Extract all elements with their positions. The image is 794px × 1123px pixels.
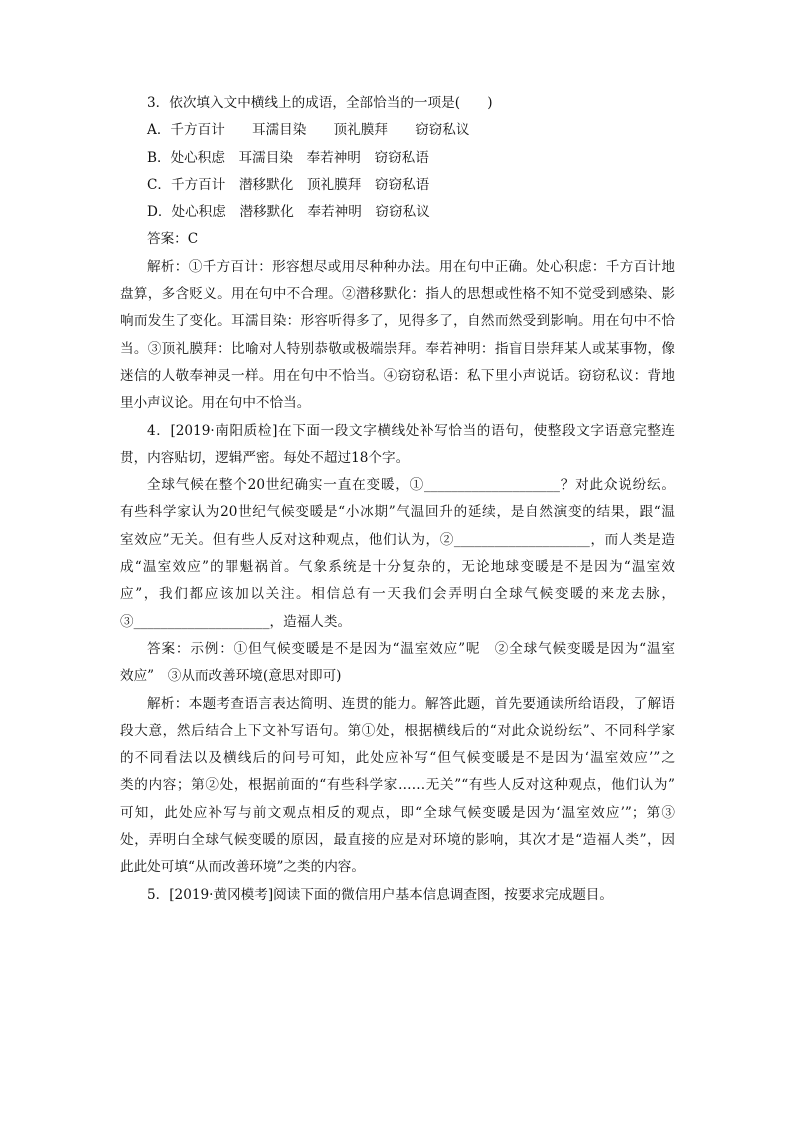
q3-analysis-line: 里小声议论。用在句中不恰当。 <box>120 395 311 412</box>
q4-analysis-line: 可知，此处应补写与前文观点相反的观点，即“全球气候变暖是因为‘温室效应’”；第③ <box>120 804 675 821</box>
q4-analysis-line: 处，弄明白全球气候变暖的原因，最直接的应是对环境的影响，其次才是“造福人类”，因 <box>120 832 675 849</box>
q4-stem-line: 4．[2019·南阳质检]在下面一段文字横线处补写恰当的语句，使整段文字语意完整连 <box>147 422 675 439</box>
q4-analysis-line: 段大意，然后结合上下文补写语句。第①处，根据横线后的“对此众说纷纭”、不同科学家 <box>120 722 675 739</box>
q3-option-a: A．千方百计 耳濡目染 顶礼膜拜 窃窃私议 <box>147 122 470 139</box>
q4-analysis-line: 此此处可填“从而改善环境”之类的内容。 <box>120 859 365 876</box>
q4-passage-line: 有些科学家认为20世纪气候变暖是“小冰期”气温回升的延续，是自然演变的结果，跟“温 <box>120 504 675 521</box>
q3-analysis-line: 解析：①千方百计：形容想尽或用尽种种办法。用在句中正确。处心积虑：千方百计地 <box>147 258 675 275</box>
q4-passage-line: 全球气候在整个20世纪确实一直在变暖，①____________________？对此众说纷纭。 <box>147 477 675 494</box>
q3-stem: 3．依次填入文中横线上的成语，全部恰当的一项是( ) <box>147 95 493 111</box>
q3-analysis-line: 迷信的人敬奉神灵一样。用在句中不恰当。④窃窃私语：私下里小声说话。窃窃私议：背地 <box>120 367 675 384</box>
q3-analysis-line: 当。③顶礼膜拜：比喻对人特别恭敬或极端崇拜。奉若神明：指盲目崇拜某人或某事物，像 <box>120 340 675 357</box>
q4-analysis-line: 的不同看法以及横线后的问号可知，此处应补写“但气候变暖是不是因为‘温室效应’”之 <box>120 750 675 767</box>
q3-analysis-line: 盘算，多含贬义。用在句中不合理。②潜移默化：指人的思想或性格不知不觉受到感染、影 <box>120 286 675 303</box>
q4-passage-line: 室效应”无关。但有些人反对这种观点，他们认为，②____________________，而人类是造 <box>120 531 675 548</box>
q3-option-c: C．千方百计 潜移默化 顶礼膜拜 窃窃私语 <box>147 176 430 193</box>
q4-passage-line: 应”，我们都应该加以关注。相信总有一天我们会弄明白全球气候变暖的来龙去脉， <box>120 586 675 603</box>
q4-analysis-line: 类的内容；第②处，根据前面的“有些科学家……无关”“有些人反对这种观点，他们认为” <box>120 777 675 794</box>
page-content <box>120 90 675 909</box>
q4-passage-line: ③____________________，造福人类。 <box>120 613 352 630</box>
q4-answer-line: 答案：示例：①但气候变暖是不是因为“温室效应”呢 ②全球气候变暖是因为“温室 <box>147 640 675 657</box>
q4-stem-line: 贯，内容贴切，逻辑严密。每处不超过18个字。 <box>120 449 410 466</box>
q4-answer-line: 效应” ③从而改善环境(意思对即可) <box>120 668 342 685</box>
q3-analysis-line: 响而发生了变化。耳濡目染：形容听得多了，见得多了，自然而然受到影响。用在句中不恰 <box>120 313 675 330</box>
q4-analysis-line: 解析：本题考查语言表达简明、连贯的能力。解答此题，首先要通读所给语段，了解语 <box>147 695 675 712</box>
q3-option-d: D．处心积虑 潜移默化 奉若神明 窃窃私议 <box>147 204 430 221</box>
q5-stem: 5．[2019·黄冈模考]阅读下面的微信用户基本信息调查图，按要求完成题目。 <box>147 886 613 903</box>
q4-passage-line: 成“温室效应”的罪魁祸首。气象系统是十分复杂的，无论地球变暖是不是因为“温室效 <box>120 559 675 576</box>
q3-answer: 答案：C <box>147 231 199 248</box>
q3-option-b: B．处心积虑 耳濡目染 奉若神明 窃窃私语 <box>147 149 429 166</box>
